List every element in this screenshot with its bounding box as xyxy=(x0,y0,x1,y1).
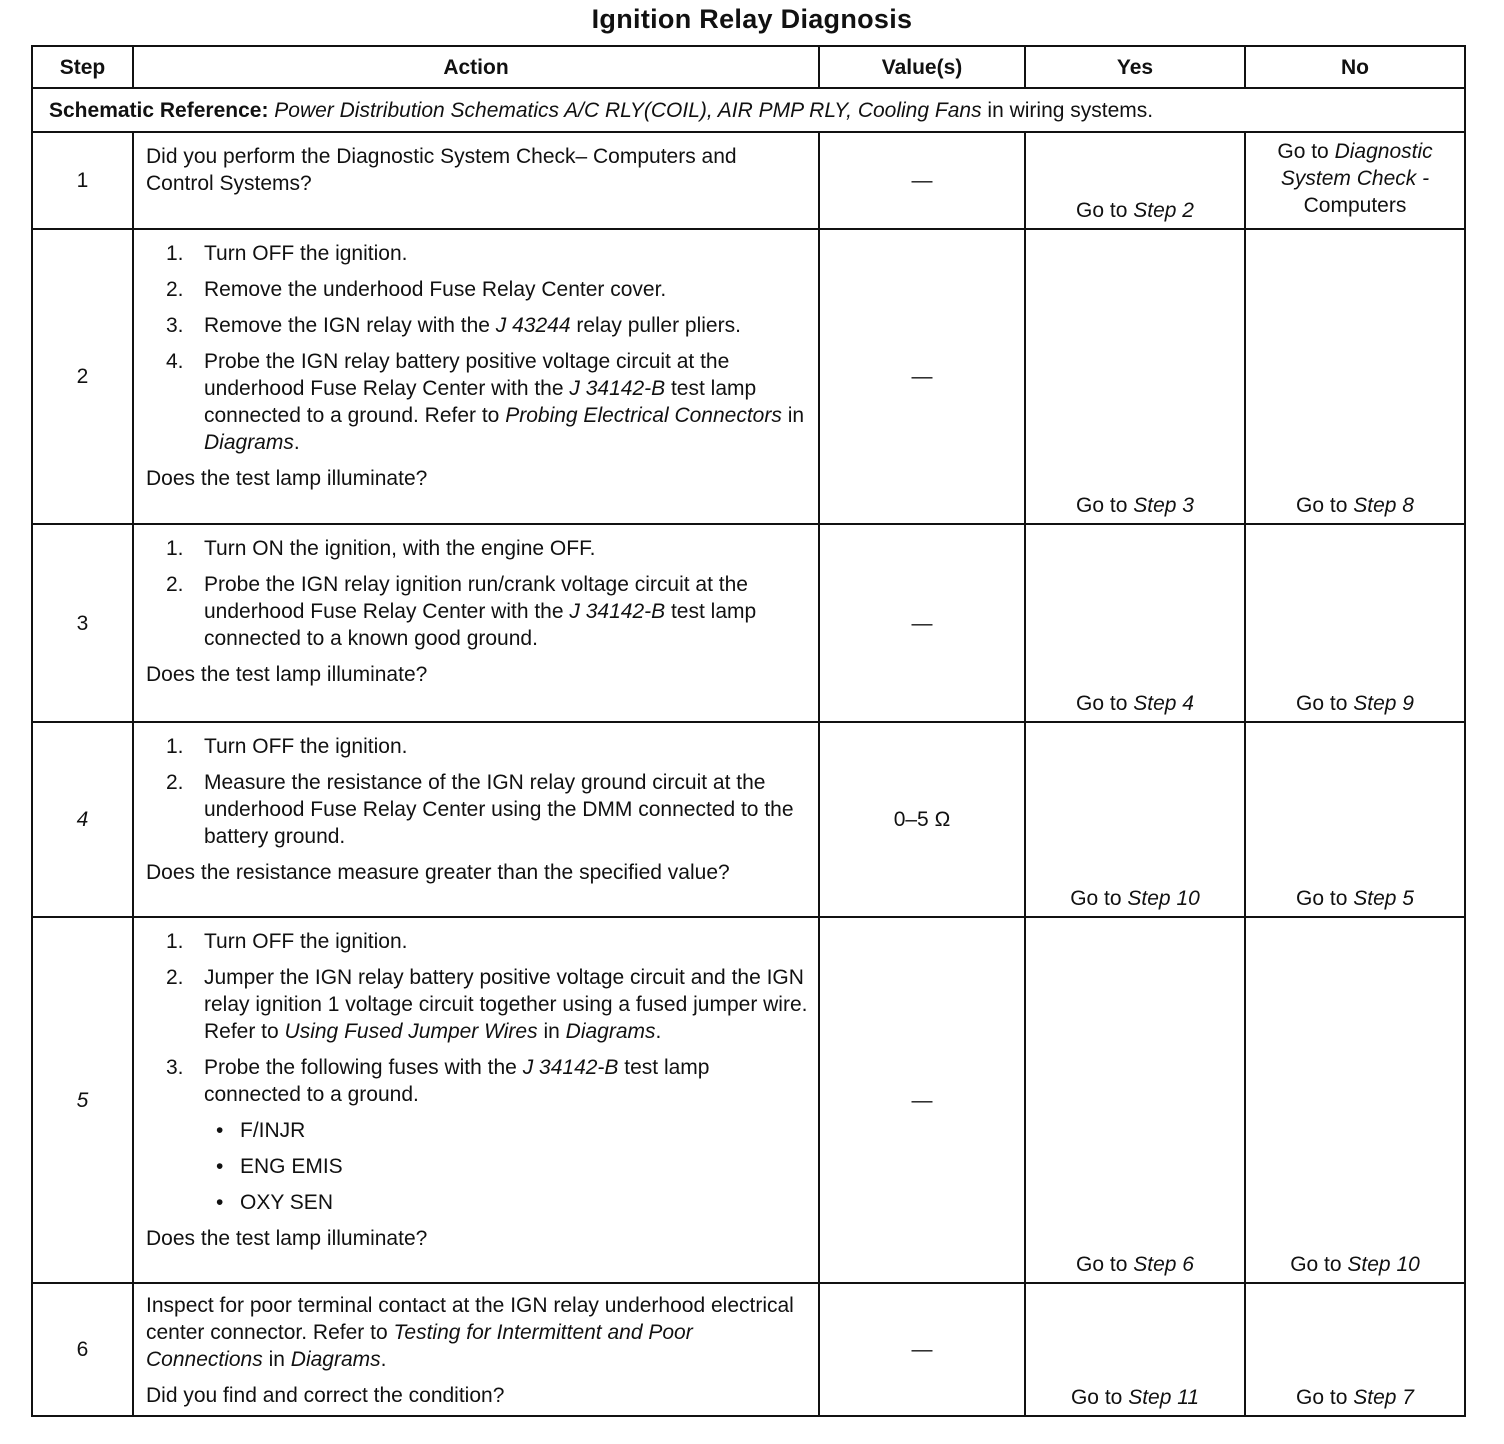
schematic-row xyxy=(32,88,1465,132)
value-cell: 0–5 Ω xyxy=(819,722,1025,917)
table-row xyxy=(32,524,1465,722)
value-cell: — xyxy=(819,132,1025,229)
no-cell: Go to Step 7 xyxy=(1245,1283,1465,1416)
no-target: Step 9 xyxy=(1353,692,1414,715)
substep: 3. Remove the IGN relay with the J 43244 relay puller pliers. xyxy=(166,314,741,337)
question-text: Did you find and correct the condition? xyxy=(146,1384,505,1407)
diagnosis-table xyxy=(31,45,1466,1417)
header-no: No xyxy=(1245,46,1465,88)
schematic-tail: in wiring systems. xyxy=(987,98,1154,122)
question-text: Does the test lamp illuminate? xyxy=(146,663,428,686)
no-cell: Go to Step 8 xyxy=(1245,229,1465,524)
step-number: 6 xyxy=(32,1283,133,1416)
substep: 3. Probe the following fuses with the J 34142-B test lamp connected to a ground. • F/INJR • ENG EMIS • OXY SEN xyxy=(146,1054,808,1216)
no-target: Step 5 xyxy=(1353,887,1414,910)
schematic-italic: Power Distribution Schematics A/C RLY(COIL), AIR PMP RLY, Cooling Fans xyxy=(274,98,982,122)
yes-target: Step 6 xyxy=(1133,1253,1194,1276)
question-text: Does the test lamp illuminate? xyxy=(146,467,428,490)
question-text: Does the test lamp illuminate? xyxy=(146,1227,428,1250)
value-cell: — xyxy=(819,917,1025,1283)
step-number: 2 xyxy=(32,229,133,524)
step-number: 1 xyxy=(32,132,133,229)
yes-target: Step 10 xyxy=(1127,887,1200,910)
substep: 1. Turn ON the ignition, with the engine OFF. xyxy=(166,537,596,560)
substep: 2. Measure the resistance of the IGN relay ground circuit at the underhood Fuse Relay Center using the DMM connected to the battery ground. xyxy=(166,771,794,848)
table-row xyxy=(32,132,1465,229)
action-text: Inspect for poor terminal contact at the IGN relay underhood electrical center connector. Refer to Testing for Intermittent and Poor Connections in Diagrams. xyxy=(146,1294,794,1371)
action-cell xyxy=(133,722,819,917)
header-yes: Yes xyxy=(1025,46,1245,88)
value-cell: — xyxy=(819,524,1025,722)
list-item: • OXY SEN xyxy=(216,1191,333,1214)
no-target: Step 10 xyxy=(1347,1253,1420,1276)
substep: 1. Turn OFF the ignition. xyxy=(166,930,408,953)
no-cell: Go to Step 9 xyxy=(1245,524,1465,722)
table-row xyxy=(32,229,1465,524)
list-item: • F/INJR xyxy=(216,1119,306,1142)
substep-list xyxy=(146,733,808,850)
step-number: 3 xyxy=(32,524,133,722)
step-number: 5 xyxy=(32,917,133,1283)
question-text: Does the resistance measure greater than the specified value? xyxy=(146,861,730,884)
substep-list xyxy=(146,928,808,1216)
yes-cell: Go to Step 4 xyxy=(1025,524,1245,722)
substep: 2. Remove the underhood Fuse Relay Center cover. xyxy=(166,278,667,301)
substep: 4. Probe the IGN relay battery positive voltage circuit at the underhood Fuse Relay Center with the J 34142-B test lamp connected to a ground. Refer to Probing Electrical Connectors in Diagrams. xyxy=(166,350,805,454)
step-number: 4 xyxy=(32,722,133,917)
table-row xyxy=(32,917,1465,1283)
no-target: Step 8 xyxy=(1353,494,1414,517)
substep-list xyxy=(146,535,808,652)
page-title: Ignition Relay Diagnosis xyxy=(591,4,913,34)
header-step: Step xyxy=(32,46,133,88)
list-item: • ENG EMIS xyxy=(216,1155,343,1178)
no-cell: Go to Step 10 xyxy=(1245,917,1465,1283)
yes-cell: Go to Step 10 xyxy=(1025,722,1245,917)
substep: 2. Jumper the IGN relay battery positive voltage circuit and the IGN relay ignition 1 voltage circuit together using a fused jumper wire. Refer to Using Fused Jumper Wires in Diagrams. xyxy=(166,966,808,1043)
yes-cell xyxy=(1025,132,1245,229)
substep: 1. Turn OFF the ignition. xyxy=(166,735,408,758)
header-row xyxy=(32,46,1465,88)
action-cell xyxy=(133,132,819,229)
yes-cell: Go to Step 6 xyxy=(1025,917,1245,1283)
header-action: Action xyxy=(133,46,819,88)
action-text: Did you perform the Diagnostic System Check– Computers and Control Systems? xyxy=(146,145,737,195)
action-cell xyxy=(133,524,819,722)
yes-target: Step 2 xyxy=(1133,199,1194,222)
no-prefix: Go to xyxy=(1277,140,1329,163)
yes-cell: Go to Step 3 xyxy=(1025,229,1245,524)
table-row xyxy=(32,1283,1465,1416)
value-cell: — xyxy=(819,229,1025,524)
yes-target: Step 11 xyxy=(1128,1386,1200,1409)
substep-list xyxy=(146,240,808,456)
no-cell: Go to Step 5 xyxy=(1245,722,1465,917)
substep: 2. Probe the IGN relay ignition run/crank voltage circuit at the underhood Fuse Relay Center with the J 34142-B test lamp connected to a known good ground. xyxy=(166,573,757,650)
no-suffix: Computers xyxy=(1303,194,1407,217)
yes-prefix: Go to xyxy=(1076,199,1128,222)
no-cell xyxy=(1245,132,1465,229)
action-cell xyxy=(133,1283,819,1416)
schematic-reference xyxy=(32,88,1465,132)
schematic-label: Schematic Reference: xyxy=(49,98,269,122)
action-cell xyxy=(133,229,819,524)
header-values: Value(s) xyxy=(819,46,1025,88)
yes-cell: Go to Step 11 xyxy=(1025,1283,1245,1416)
yes-target: Step 4 xyxy=(1133,692,1194,715)
action-cell xyxy=(133,917,819,1283)
substep: 1. Turn OFF the ignition. xyxy=(166,242,408,265)
no-target: Diagnostic System Check - xyxy=(1280,140,1433,190)
table-row xyxy=(32,722,1465,917)
value-cell: — xyxy=(819,1283,1025,1416)
yes-target: Step 3 xyxy=(1133,494,1194,517)
fuse-list xyxy=(204,1117,808,1216)
no-target: Step 7 xyxy=(1353,1386,1414,1409)
